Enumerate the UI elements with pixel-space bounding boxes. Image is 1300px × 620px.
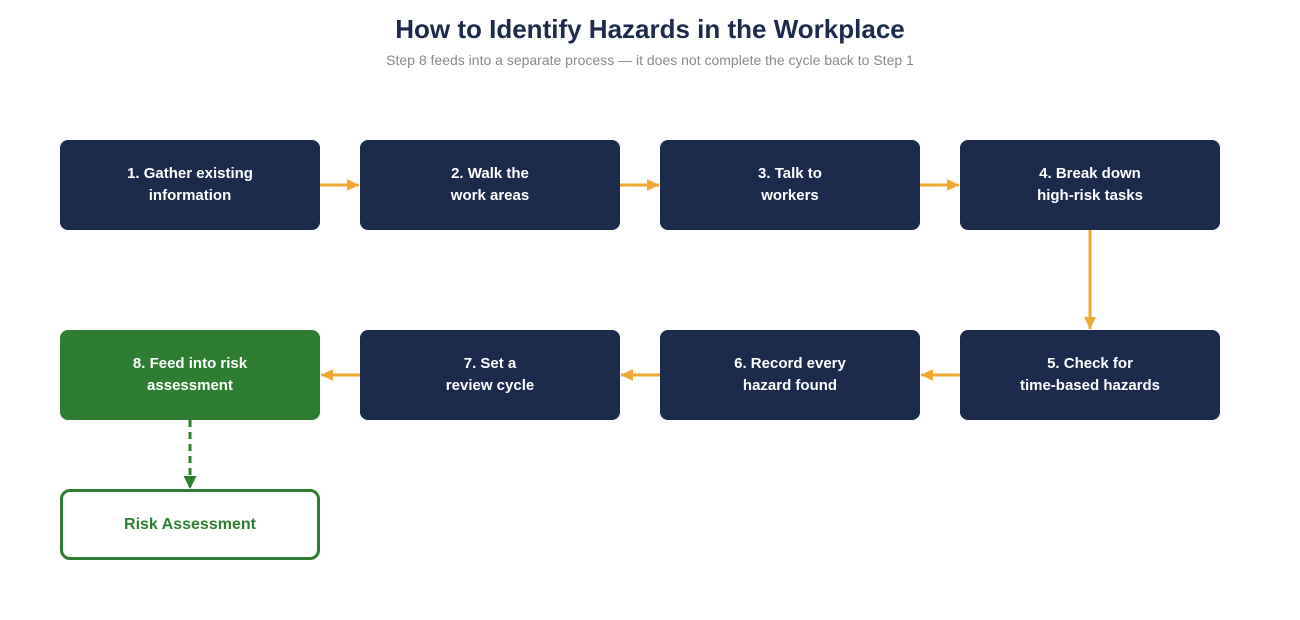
step-6-label-line-2: hazard found <box>742 377 838 394</box>
diagram-subtitle: Step 8 feeds into a separate process — it does not complete the cycle back to Step 1 <box>386 52 914 68</box>
step-3-talk-to-workers[interactable] <box>660 140 920 230</box>
step-5-check-time-based-hazards[interactable] <box>960 330 1220 420</box>
step-8-feed-into-risk-assessment[interactable] <box>60 330 320 420</box>
step-6-label-line-1: 6. Record every <box>734 355 846 372</box>
step-4-label-line-1: 4. Break down <box>1039 165 1141 182</box>
step-2-label-line-2: work areas <box>450 187 530 204</box>
step-1-label-line-1: 1. Gather existing <box>127 165 253 182</box>
step-5-label-line-2: time-based hazards <box>1019 377 1161 394</box>
risk-assessment-box[interactable] <box>60 489 320 560</box>
step-1-gather-information[interactable] <box>60 140 320 230</box>
step-8-label-line-2: assessment <box>147 377 233 394</box>
step-3-label-line-2: workers <box>761 187 819 204</box>
step-2-label-line-1: 2. Walk the <box>451 165 529 182</box>
step-4-break-down-tasks[interactable] <box>960 140 1220 230</box>
step-7-label-line-2: review cycle <box>445 377 535 394</box>
step-5-label-line-1: 5. Check for <box>1047 355 1133 372</box>
step-7-set-review-cycle[interactable] <box>360 330 620 420</box>
step-1-label-line-2: information <box>148 187 232 204</box>
diagram-title: How to Identify Hazards in the Workplace <box>395 14 905 44</box>
step-3-label-line-1: 3. Talk to <box>758 165 822 182</box>
step-8-label-line-1: 8. Feed into risk <box>132 355 248 372</box>
step-6-record-hazards[interactable] <box>660 330 920 420</box>
step-7-label-line-1: 7. Set a <box>463 355 517 372</box>
step-2-walk-work-areas[interactable] <box>360 140 620 230</box>
risk-assessment-label: Risk Assessment <box>124 515 256 533</box>
step-4-label-line-2: high-risk tasks <box>1037 187 1143 204</box>
